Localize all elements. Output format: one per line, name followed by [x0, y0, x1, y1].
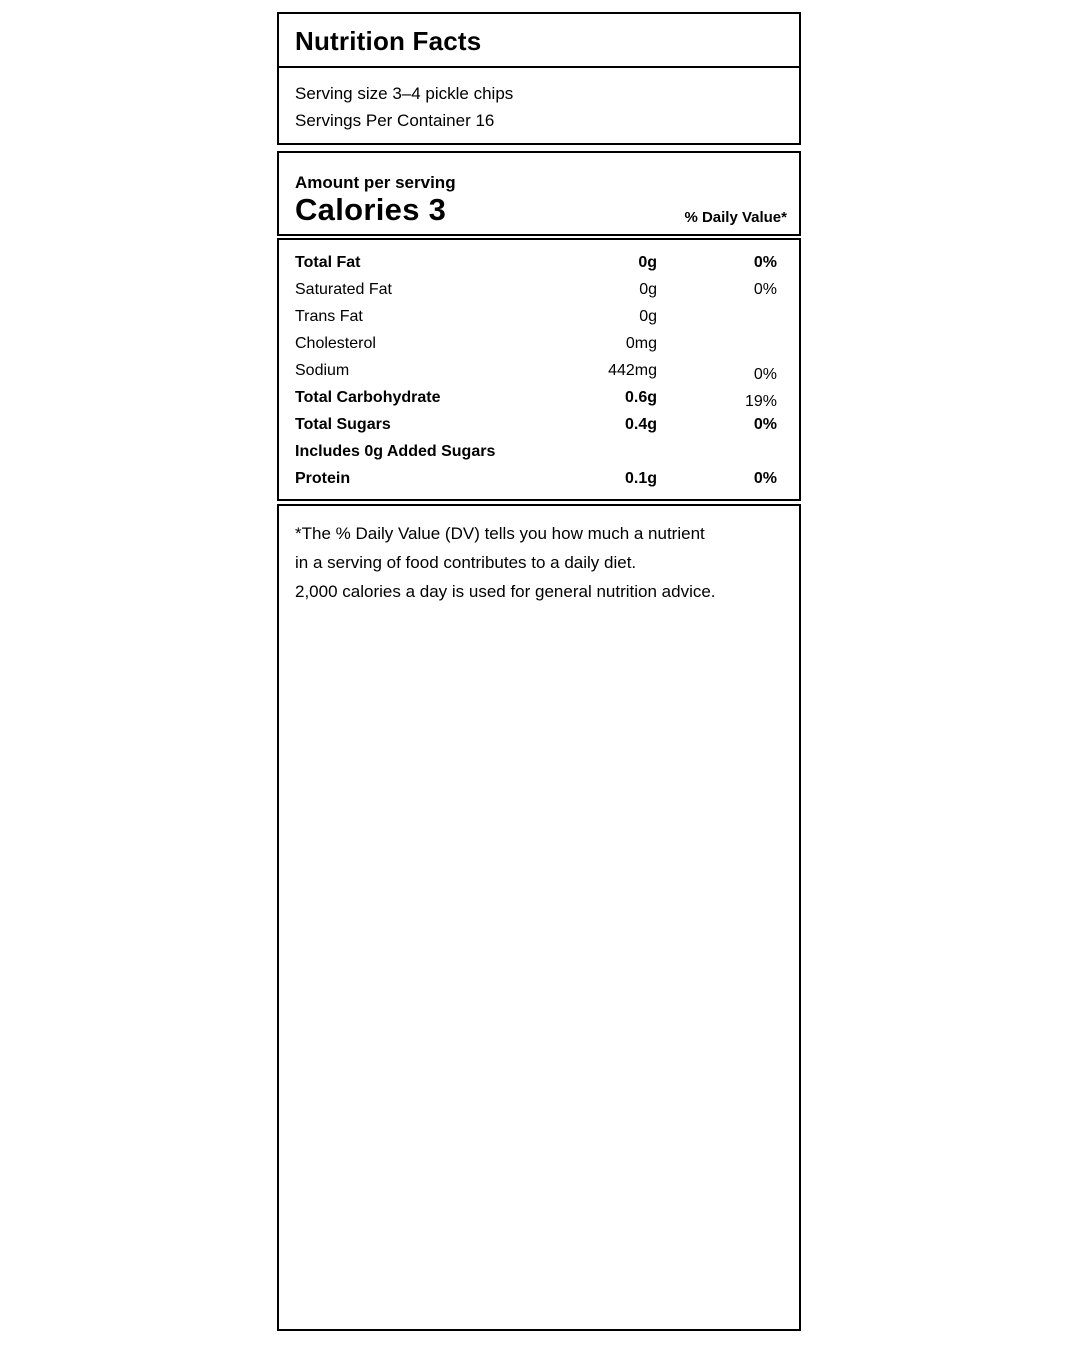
nutrient-daily-value: 0% [753, 416, 777, 433]
nutrient-row [295, 303, 777, 330]
nutrient-amount: 0.6g [624, 389, 657, 406]
nutrient-daily-value: 0% [753, 366, 777, 383]
servings-per-container-line: Servings Per Container 16 [295, 111, 495, 130]
amount-per-serving-label: Amount per serving [295, 173, 456, 192]
label-title: Nutrition Facts [295, 26, 482, 56]
nutrient-daily-value: 19% [744, 393, 777, 410]
nutrient-label: Total Carbohydrate [295, 389, 441, 406]
nutrient-daily-value [657, 303, 777, 330]
nutrient-row [295, 357, 777, 384]
header-box [277, 12, 801, 145]
nutrient-daily-value [657, 438, 777, 465]
nutrient-amount: 0g [639, 308, 657, 325]
nutrient-amount [537, 438, 657, 465]
nutrient-daily-value: 0% [753, 470, 777, 487]
nutrition-facts-label [277, 12, 801, 1331]
nutrient-amount: 0g [638, 254, 657, 271]
footnote-line: 2,000 calories a day is used for general nutrition advice. [295, 582, 716, 601]
nutrient-label: Saturated Fat [295, 281, 392, 298]
nutrient-row [295, 276, 777, 303]
calories-value: 3 [428, 192, 447, 227]
nutrient-amount: 442mg [608, 362, 657, 379]
nutrient-row [295, 465, 777, 492]
calories-section [277, 151, 801, 236]
nutrient-row [295, 438, 777, 465]
nutrient-daily-value [657, 330, 777, 357]
nutrient-label: Total Fat [295, 254, 361, 271]
footnote-line: *The % Daily Value (DV) tells you how much a nutrient [295, 524, 705, 543]
daily-value-header: % Daily Value* [684, 209, 787, 226]
title-row [279, 14, 799, 68]
nutrient-amount: 0mg [625, 335, 657, 352]
nutrient-label: Sodium [295, 362, 350, 379]
nutrient-daily-value: 0% [753, 281, 777, 298]
nutrient-amount: 0g [639, 281, 657, 298]
nutrient-label: Total Sugars [295, 416, 391, 433]
nutrient-label: Protein [295, 470, 351, 487]
nutrient-amount: 0.4g [624, 416, 657, 433]
nutrients-table [277, 238, 801, 501]
nutrient-label: Includes 0g Added Sugars [295, 443, 496, 460]
nutrient-row [295, 249, 777, 276]
serving-size-line: Serving size 3–4 pickle chips [295, 84, 514, 103]
nutrient-amount: 0.1g [624, 470, 657, 487]
nutrient-row [295, 384, 777, 411]
nutrient-label: Trans Fat [295, 308, 363, 325]
nutrient-row [295, 330, 777, 357]
nutrient-label: Cholesterol [295, 335, 376, 352]
nutrient-daily-value: 0% [753, 254, 777, 271]
footnote-line: in a serving of food contributes to a daily diet. [295, 553, 637, 572]
calories-label: Calories [295, 192, 420, 227]
nutrient-row [295, 411, 777, 438]
serving-info [279, 68, 799, 134]
footnote-section [277, 504, 801, 1331]
